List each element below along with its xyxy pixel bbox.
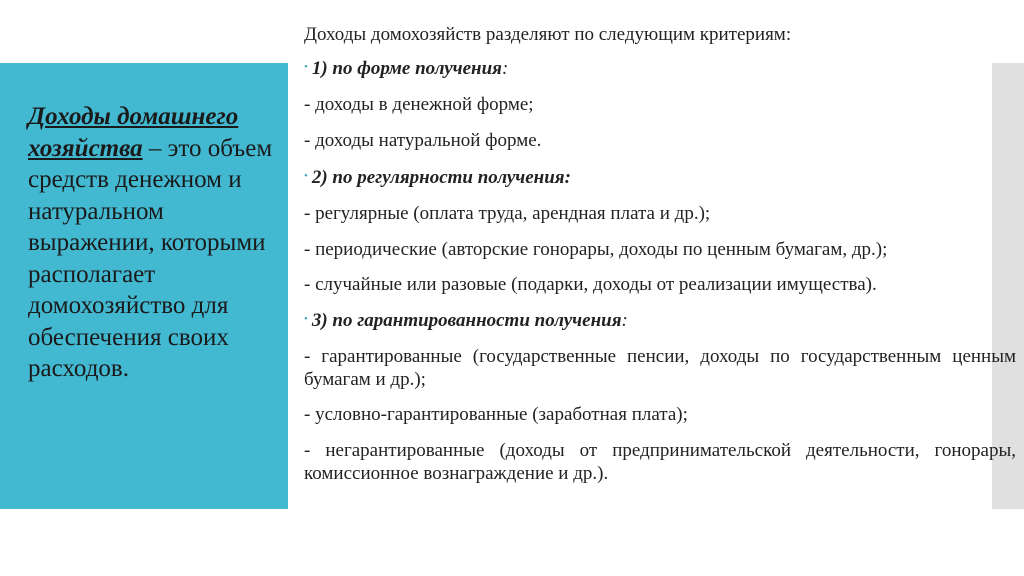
bullet-icon: • xyxy=(304,313,308,325)
bullet-icon: • xyxy=(304,61,308,73)
list-item: - доходы в денежной форме; xyxy=(304,94,534,115)
list-item: - периодические (авторские гонорары, доходы по ценным бумагам, др.); xyxy=(304,239,888,260)
section-heading-label: 3) по гарантированности получения xyxy=(311,310,622,331)
section-heading-colon: : xyxy=(621,310,628,331)
criteria-content xyxy=(304,23,1016,485)
list-item: - негарантированные (доходы от предпринимательской деятельности, гонорары, комиссионное вознаграждение и др.). xyxy=(304,440,1016,484)
section-heading-colon: : xyxy=(501,58,509,79)
section-heading-label: 1) по форме получения xyxy=(311,58,502,79)
list-item: - гарантированные (государственные пенсии, доходы по государственным ценным бумагам и др.); xyxy=(304,346,1016,390)
definition-body: – это объем средств денежном и натуральном выражении, которыми располагает домохозяйство для обеспечения своих расходов. xyxy=(28,134,273,382)
definition-text xyxy=(28,101,278,385)
section-heading-regularity xyxy=(304,165,1016,189)
list-item: - регулярные (оплата труда, арендная плата и др.); xyxy=(304,203,711,224)
list-item: - условно-гарантированные (заработная плата); xyxy=(304,404,688,425)
section-heading-form xyxy=(304,56,1016,80)
list-item: - доходы натуральной форме. xyxy=(304,130,542,151)
intro-text: Доходы домохозяйств разделяют по следующим критериям: xyxy=(304,24,792,45)
definition-term: Доходы домашнего хозяйства xyxy=(28,103,239,162)
list-item: - случайные или разовые (подарки, доходы от реализации имущества). xyxy=(304,274,877,295)
bullet-icon: • xyxy=(304,170,308,182)
section-heading-label: 2) по регулярности получения: xyxy=(311,167,571,188)
section-heading-guarantee xyxy=(304,308,1016,332)
